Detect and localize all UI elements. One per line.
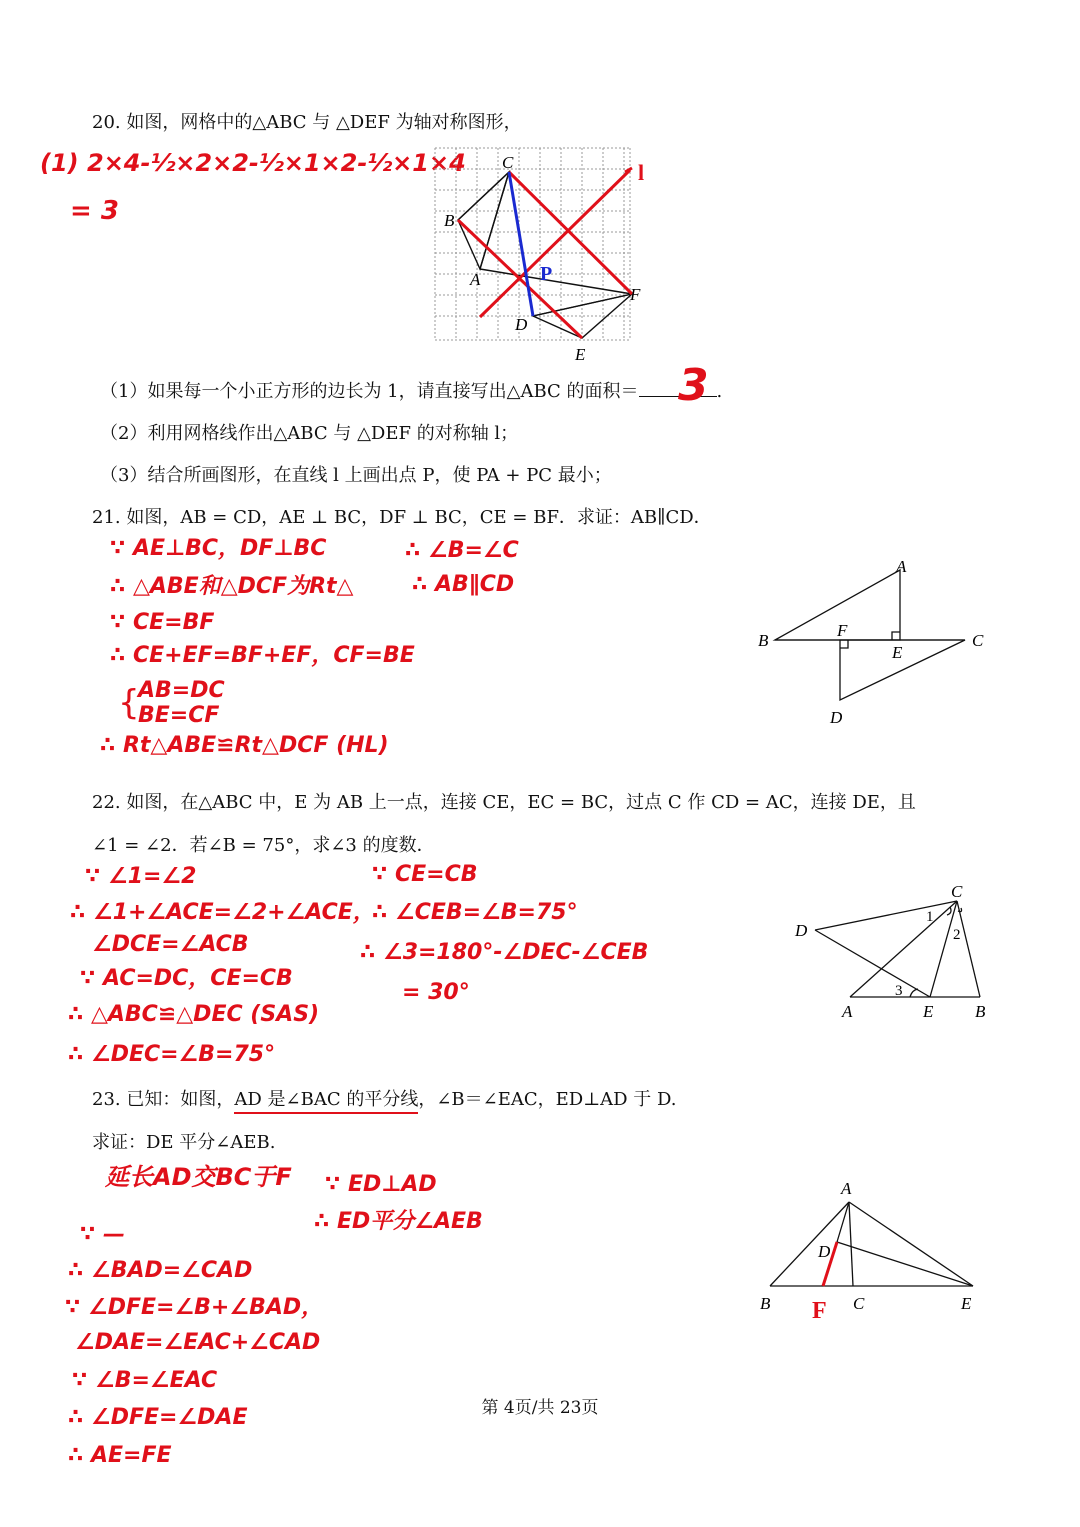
q21-stem: 21. 如图，AB = CD，AE ⊥ BC，DF ⊥ BC，CE = BF．求证：AB∥CD． bbox=[92, 507, 712, 528]
q23-stem-underlined: AD 是∠BAC 的平分线 bbox=[234, 1089, 418, 1114]
label-2: 2 bbox=[953, 927, 961, 943]
q23-hw-l4: ∠DAE=∠EAC+∠CAD bbox=[75, 1330, 321, 1355]
q21-hw-r0: ∴ ∠B=∠C bbox=[405, 538, 519, 563]
label-b: B bbox=[760, 1294, 771, 1313]
q23-hw-l5: ∵ ∠B=∠EAC bbox=[72, 1368, 218, 1393]
q21-hw-r1: ∴ AB∥CD bbox=[412, 572, 515, 597]
label-3: 3 bbox=[895, 983, 903, 999]
q22-stem-line1: 22. 如图，在△ABC 中，E 为 AB 上一点，连接 CE，EC = BC，过点 C 作 CD = AC，连接 DE，且 bbox=[92, 792, 916, 813]
q23-hw-l3: ∵ ∠DFE=∠B+∠BAD， bbox=[65, 1295, 324, 1320]
label-c: C bbox=[951, 882, 963, 901]
q23-hw-l6: ∴ ∠DFE=∠DAE bbox=[68, 1405, 248, 1430]
q22-hw-r0: ∵ CE=CB bbox=[372, 862, 478, 887]
label-f: F bbox=[630, 285, 641, 304]
label-c: C bbox=[972, 631, 984, 650]
q20-part1 bbox=[100, 380, 722, 403]
q20-grid-figure bbox=[420, 140, 670, 370]
q22-hw-r1: ∴ ∠CEB=∠B=75° bbox=[372, 900, 578, 925]
q22-hw-l0: ∵ ∠1=∠2 bbox=[85, 864, 197, 889]
label-a: A bbox=[896, 557, 907, 576]
label-e: E bbox=[923, 1002, 934, 1021]
label-l: l bbox=[638, 160, 645, 185]
triangle-abc bbox=[458, 172, 509, 269]
label-d: D bbox=[830, 708, 843, 727]
q21-hw-brace: { bbox=[118, 683, 140, 723]
label-b: B bbox=[444, 211, 455, 230]
q21-hw-l3: ∴ CE+EF=BF+EF，CF=BE bbox=[110, 643, 415, 668]
q23-stem-rest: ，∠B＝∠EAC，ED⊥AD 于 D. bbox=[418, 1089, 677, 1110]
q20-part1-text: （1）如果每一个小正方形的边长为 1，请直接写出△ABC 的面积＝ bbox=[100, 381, 639, 402]
q23-hw-l0: 延长AD交BC于F bbox=[105, 1163, 292, 1191]
label-c: C bbox=[502, 153, 514, 172]
q22-hw-r2: ∴ ∠3=180°-∠DEC-∠CEB bbox=[360, 940, 649, 965]
label-e: E bbox=[892, 643, 903, 662]
label-e: E bbox=[961, 1294, 972, 1313]
q23-prove: 求证：DE 平分∠AEB. bbox=[92, 1132, 276, 1153]
q20-hw-answer: 3 bbox=[678, 360, 709, 411]
q23-hw-l2: ∴ ∠BAD=∠CAD bbox=[68, 1258, 253, 1283]
label-a: A bbox=[841, 1179, 852, 1198]
q21-hw-l5: BE=CF bbox=[138, 703, 220, 728]
q20-hw-line1: (1) 2×4-½×2×2-½×1×2-½×1×4 bbox=[40, 149, 466, 177]
label-d: D bbox=[818, 1242, 831, 1261]
q23-stem bbox=[92, 1089, 677, 1111]
q21-hw-l1: ∴ △ABE和△DCF为Rt△ bbox=[110, 574, 354, 599]
q20-hw-line2: = 3 bbox=[70, 196, 119, 226]
q20-part2: （2）利用网格线作出△ABC 与 △DEF 的对称轴 l； bbox=[100, 423, 519, 444]
q23-hw-l7: ∴ AE=FE bbox=[68, 1443, 172, 1468]
label-1: 1 bbox=[926, 909, 934, 925]
label-d: D bbox=[795, 921, 808, 940]
label-e: E bbox=[575, 345, 586, 364]
q23-hw-r1: ∴ ED平分∠AEB bbox=[314, 1209, 483, 1234]
q22-hw-l2: ∠DCE=∠ACB bbox=[92, 932, 249, 957]
q21-figure bbox=[740, 550, 1000, 730]
q22-hw-l1: ∴ ∠1+∠ACE=∠2+∠ACE， bbox=[70, 900, 375, 925]
q21-hw-l6: ∴ Rt△ABE≌Rt△DCF (HL) bbox=[100, 733, 389, 758]
q20-part1-tail: . bbox=[716, 381, 723, 402]
label-a: A bbox=[842, 1002, 853, 1021]
q23-hw-r0: ∵ ED⊥AD bbox=[325, 1172, 437, 1197]
label-c: C bbox=[853, 1294, 865, 1313]
q21-hw-l2: ∵ CE=BF bbox=[110, 610, 215, 635]
page-footer: 第 4页/共 23页 bbox=[481, 1398, 599, 1418]
q23-stem-num: 23. 已知：如图， bbox=[92, 1089, 235, 1110]
q22-hw-r3: = 30° bbox=[402, 980, 470, 1005]
q22-hw-l5: ∴ ∠DEC=∠B=75° bbox=[68, 1042, 276, 1067]
label-p: P bbox=[540, 263, 553, 285]
q21-hw-l0: ∵ AE⊥BC，DF⊥BC bbox=[110, 536, 327, 561]
label-f: F bbox=[837, 621, 848, 640]
label-b: B bbox=[758, 631, 769, 650]
q20-part3: （3）结合所画图形，在直线 l 上画出点 P，使 PA + PC 最小； bbox=[100, 465, 612, 486]
q22-hw-l4: ∴ △ABC≌△DEC (SAS) bbox=[68, 1002, 320, 1027]
q23-figure bbox=[745, 1170, 995, 1330]
label-b: B bbox=[975, 1002, 986, 1021]
label-f: F bbox=[812, 1298, 827, 1324]
q21-hw-l4: AB=DC bbox=[138, 678, 225, 703]
q22-hw-l3: ∵ AC=DC，CE=CB bbox=[80, 966, 293, 991]
q23-hw-l1: ∵ — bbox=[80, 1222, 125, 1247]
q22-stem-line2: ∠1 = ∠2．若∠B = 75°，求∠3 的度数． bbox=[92, 835, 435, 856]
q22-figure bbox=[785, 875, 1015, 1025]
q20-stem: 20. 如图，网格中的△ABC 与 △DEF 为轴对称图形， bbox=[92, 112, 522, 133]
label-a: A bbox=[470, 270, 481, 289]
label-d: D bbox=[515, 315, 528, 334]
